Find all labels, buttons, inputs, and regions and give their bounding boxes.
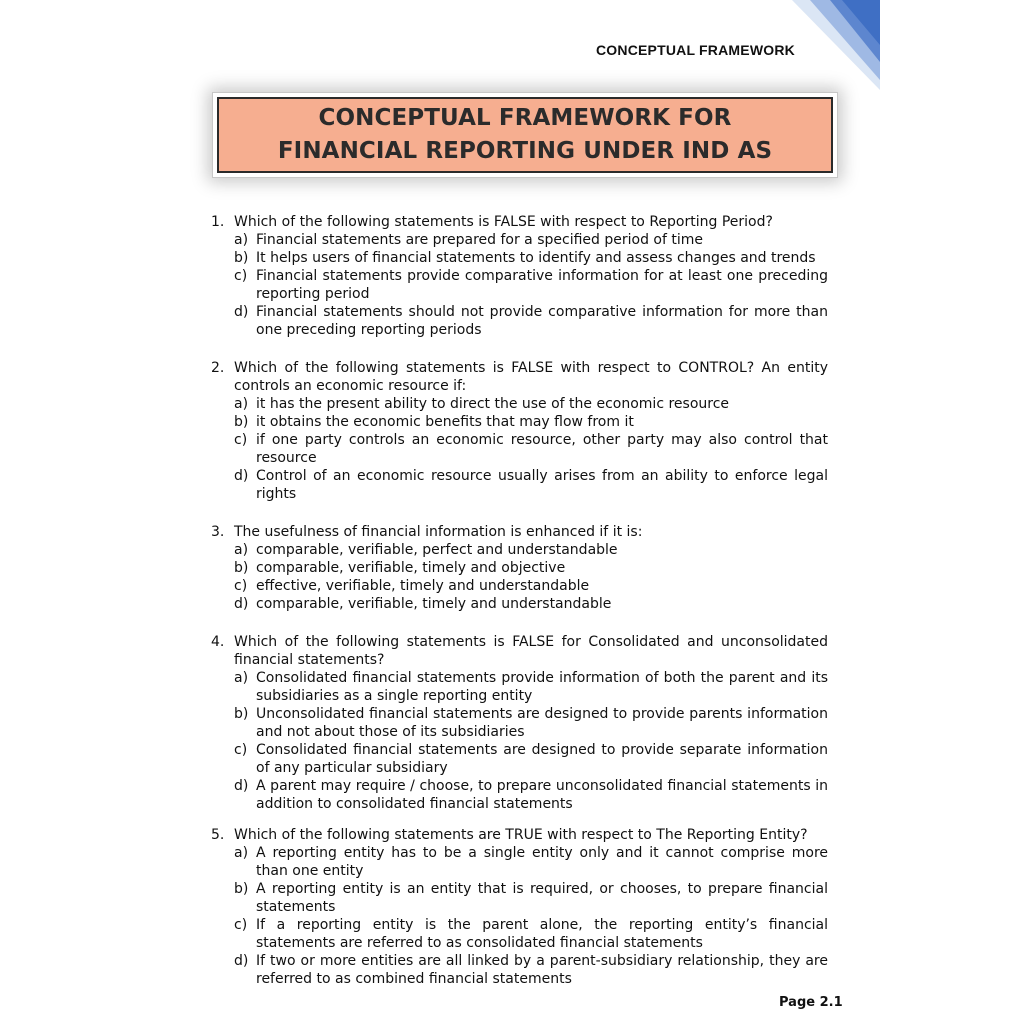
- option-text: comparable, verifiable, perfect and understandable: [256, 542, 618, 558]
- option-text: Consolidated financial statements are designed to provide separate information of any particular subsidiary: [256, 742, 828, 776]
- chapter-title-line-2: FINANCIAL REPORTING UNDER IND AS: [277, 138, 773, 164]
- option-item: [211, 303, 828, 339]
- question-number: 5.: [211, 827, 225, 843]
- running-header: CONCEPTUAL FRAMEWORK: [596, 42, 795, 58]
- option-text: A parent may require / choose, to prepare unconsolidated financial statements in addition to consolidated financial statements: [256, 778, 828, 812]
- option-item: [211, 413, 828, 431]
- option-item: [211, 267, 828, 303]
- option-text: Financial statements are prepared for a specified period of time: [256, 232, 703, 248]
- question-number: 1.: [211, 214, 225, 230]
- option-letter: c): [234, 268, 248, 284]
- question-5: [211, 826, 828, 988]
- option-text: Financial statements provide comparative information for at least one preceding reporting period: [256, 268, 828, 302]
- option-item: [211, 577, 828, 595]
- option-item: [211, 916, 828, 952]
- question-text: Which of the following statements is FALSE with respect to CONTROL? An entity controls an economic resource if:: [234, 360, 828, 394]
- option-letter: b): [234, 250, 249, 266]
- option-item: [211, 669, 828, 705]
- option-letter: a): [234, 670, 249, 686]
- option-text: Financial statements should not provide comparative information for more than one preceding reporting periods: [256, 304, 828, 338]
- option-item: [211, 741, 828, 777]
- option-letter: b): [234, 706, 249, 722]
- option-text: it obtains the economic benefits that may flow from it: [256, 414, 634, 430]
- option-text: Unconsolidated financial statements are designed to provide parents information and not about those of its subsidiaries: [256, 706, 828, 740]
- option-text: it has the present ability to direct the use of the economic resource: [256, 396, 730, 412]
- page-number: Page 2.1: [779, 995, 843, 1010]
- option-text: if one party controls an economic resource, other party may also control that resource: [256, 432, 828, 466]
- option-letter: c): [234, 578, 248, 594]
- option-item: [211, 705, 828, 741]
- option-text: Control of an economic resource usually arises from an ability to enforce legal rights: [256, 468, 828, 502]
- question-list: [211, 213, 828, 988]
- option-letter: a): [234, 845, 249, 861]
- chapter-title-line-1: CONCEPTUAL FRAMEWORK FOR: [318, 105, 732, 131]
- option-item: [211, 249, 828, 267]
- option-letter: a): [234, 542, 249, 558]
- option-letter: c): [234, 917, 248, 933]
- question-1: [211, 213, 828, 339]
- option-letter: b): [234, 414, 249, 430]
- option-text: comparable, verifiable, timely and understandable: [256, 596, 612, 612]
- option-item: [211, 431, 828, 467]
- option-letter: a): [234, 232, 249, 248]
- option-text: A reporting entity has to be a single entity only and it cannot comprise more than one entity: [256, 845, 828, 879]
- option-item: [211, 395, 828, 413]
- option-text: effective, verifiable, timely and understandable: [256, 578, 590, 594]
- option-letter: b): [234, 881, 249, 897]
- option-letter: d): [234, 953, 249, 969]
- question-number: 4.: [211, 634, 225, 650]
- question-text: The usefulness of financial information is enhanced if it is:: [234, 524, 643, 540]
- option-item: [211, 467, 828, 503]
- option-letter: d): [234, 304, 249, 320]
- option-letter: d): [234, 468, 249, 484]
- question-number: 2.: [211, 360, 225, 376]
- question-text: Which of the following statements are TRUE with respect to The Reporting Entity?: [234, 827, 808, 843]
- option-text: It helps users of financial statements to identify and assess changes and trends: [256, 250, 816, 266]
- option-item: [211, 844, 828, 880]
- option-item: [211, 880, 828, 916]
- option-item: [211, 952, 828, 988]
- option-text: comparable, verifiable, timely and objective: [256, 560, 566, 576]
- option-letter: c): [234, 742, 248, 758]
- option-letter: b): [234, 560, 249, 576]
- question-text: Which of the following statements is FALSE with respect to Reporting Period?: [234, 214, 773, 230]
- option-text: Consolidated financial statements provide information of both the parent and its subsidiaries as a single reporting entity: [256, 670, 828, 704]
- corner-decoration: [780, 0, 880, 90]
- question-2: [211, 359, 828, 503]
- option-item: [211, 231, 828, 249]
- option-item: [211, 559, 828, 577]
- option-item: [211, 595, 828, 613]
- option-text: If two or more entities are all linked by a parent-subsidiary relationship, they are referred to as combined financial statements: [256, 953, 828, 987]
- question-number: 3.: [211, 524, 225, 540]
- question-text: Which of the following statements is FALSE for Consolidated and unconsolidated financial statements?: [234, 634, 828, 668]
- option-item: [211, 541, 828, 559]
- question-3: [211, 523, 828, 613]
- option-letter: a): [234, 396, 249, 412]
- question-4: [211, 633, 828, 813]
- option-letter: c): [234, 432, 248, 448]
- option-letter: d): [234, 596, 249, 612]
- option-text: A reporting entity is an entity that is required, or chooses, to prepare financial statements: [256, 881, 828, 915]
- option-letter: d): [234, 778, 249, 794]
- option-text: If a reporting entity is the parent alone, the reporting entity’s financial statements are referred to as consolidated financial statements: [256, 917, 828, 951]
- option-item: [211, 777, 828, 813]
- chapter-title-box: [217, 97, 833, 173]
